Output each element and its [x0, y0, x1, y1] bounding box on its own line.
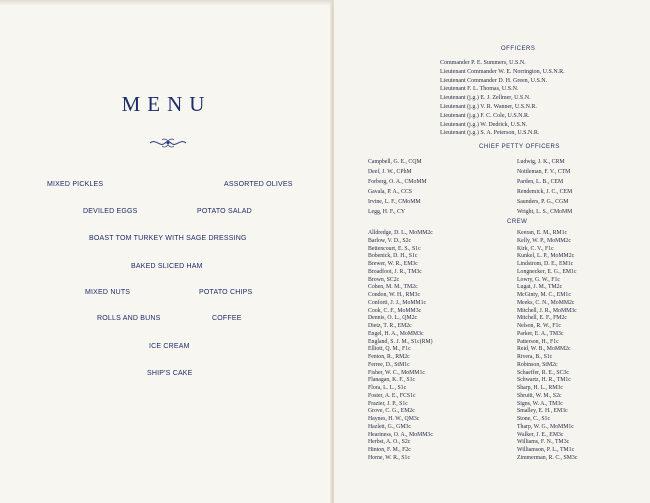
- cpo-list-right: [517, 157, 572, 218]
- crew-name: Engel, H. A., MoMM3c: [368, 330, 424, 337]
- crew-name: Brown, SC2c: [368, 276, 400, 283]
- cpo-name: Irvine, L. F., CMoMM: [368, 199, 421, 206]
- crew-name: Elliott, Q. M., F1c: [368, 346, 411, 353]
- cpo-name: Nottleman, F. V., CTM: [517, 169, 571, 176]
- crew-name: Dennis, O. L., QM2c: [368, 315, 418, 322]
- cpo-name: Wright, L. S., CMoMM: [517, 209, 573, 216]
- crew-name: Fenton, R., RM2c: [368, 354, 410, 360]
- menu-item: POTATO CHIPS: [199, 289, 253, 296]
- crew-name: Nelson, R. W., F1c: [517, 323, 561, 329]
- cpo-name: Ludwig, J. K., CRM: [517, 159, 565, 165]
- crew-list-right: [517, 230, 577, 463]
- crew-name: Flanagan, K. F., S1c: [368, 377, 416, 384]
- officer-name: Lieutenant F. L. Thomas, U.S.N.: [440, 86, 519, 93]
- crew-name: Sharp, H. L., RM3c: [517, 385, 563, 391]
- crew-name: Lowry, G. W., F1c: [517, 276, 560, 283]
- crew-name: Conforti, J. J., MoMM1c: [368, 299, 427, 306]
- menu-item: BAKED SLICED HAM: [131, 263, 203, 270]
- crew-name: McGinty, M. C., EM1c: [517, 292, 571, 298]
- crew-name: Fisher, W. C., MoMM1c: [368, 369, 425, 376]
- cpo-name: Deef, J. W., CPhM: [368, 169, 412, 176]
- crew-name: Lugat, J. M., TM2c: [517, 284, 563, 291]
- menu-item: MIXED PICKLES: [47, 181, 104, 188]
- officer-name: Lieutenant Commander W. E. Norrington, U.S.N.R.: [440, 68, 565, 75]
- crew-name: Rivera, B., S1c: [517, 354, 553, 360]
- officers-list: [440, 59, 565, 138]
- crew-heading: CREW: [507, 219, 528, 225]
- crew-name: Heariness, O. A., MoMM3c: [368, 431, 433, 438]
- crew-name: Patterson, H., F1c: [517, 338, 559, 345]
- crew-name: Broadfoot, J. R., TM3c: [368, 268, 422, 275]
- crew-name: Smalley, E. H., EM3c: [517, 408, 568, 415]
- crew-name: Schwartz, H. R., TM1c: [517, 377, 571, 384]
- flourish-ornament-icon: [148, 136, 188, 150]
- menu-item: ASSORTED OLIVES: [224, 181, 293, 188]
- crew-name: Signs, W. A., TM3c: [517, 400, 563, 407]
- crew-name: Zimmerman, R. C., SM3c: [517, 454, 578, 461]
- cpo-name: Forberg, O. A., CMoMM: [368, 179, 427, 186]
- crew-list-left: [368, 230, 433, 463]
- crew-name: Lindstrom, D. E., EM1c: [517, 261, 574, 267]
- officer-name: Lieutenant (j.g.) S. A. Peterson, U.S.N.R.: [440, 130, 540, 137]
- menu-item: COFFEE: [212, 315, 242, 322]
- crew-name: Frazier, J. P., S1c: [368, 400, 408, 407]
- crew-name: Haynes, H. W., QM3c: [368, 416, 420, 422]
- crew-name: Dietz, T. R., EM2c: [368, 323, 412, 329]
- crew-name: Kunkel, L. P., MoMM2c: [517, 253, 575, 260]
- cpo-heading: CHIEF PETTY OFFICERS: [479, 144, 560, 150]
- crew-name: Flora, L. L., S1c: [368, 385, 407, 391]
- crew-name: Grove, C. G., EM2c: [368, 408, 415, 415]
- crew-name: Kelly, W. P., MoMM2c: [517, 237, 571, 244]
- crew-name: Alldredge, D. L., MoMM2c: [368, 230, 433, 236]
- menu-item: ROLLS AND BUNS: [97, 315, 161, 322]
- menu-item: MIXED NUTS: [85, 289, 131, 296]
- officer-name: Lieutenant (j.g.) V. R. Wanner, U.S.N.R.: [440, 103, 537, 110]
- crew-name: Williamson, P. L., TM1c: [517, 447, 575, 453]
- menu-item: ICE CREAM: [149, 343, 190, 350]
- crew-name: Condon, W. H., RM3c: [368, 292, 421, 298]
- crew-name: Schaeffer, R. E., SC3c: [517, 369, 569, 376]
- officer-name: Lieutenant (j.g.) F. C. Cole, U.S.N.R.: [440, 112, 530, 119]
- cpo-name: Legg, H. F., CY: [368, 209, 406, 216]
- menu-item: SHIP'S CAKE: [147, 370, 193, 377]
- crew-name: Barlow, V. D., S2c: [368, 237, 412, 244]
- crew-name: Hinton, F. M., F2c: [368, 447, 411, 453]
- officer-name: Lieutenant Commander D. H. Green, U.S.N.: [440, 77, 548, 84]
- crew-name: Meeks, C. N., MoMM2c: [517, 299, 575, 306]
- crew-name: Longnecker, E. G., EM1c: [517, 268, 577, 275]
- menu-item: BOAST TOM TURKEY WITH SAGE DRESSING: [89, 235, 247, 242]
- crew-name: England, S. J. M., S1c(RM): [368, 338, 433, 345]
- right-page-roster: [334, 0, 650, 503]
- crew-name: Robinson, StM2c: [517, 361, 558, 368]
- cpo-name: Parden, L. B., CEM: [517, 179, 564, 186]
- crew-name: Walker, J. E., EM3c: [517, 431, 564, 438]
- crew-name: Mitchell, E. F., FM2c: [517, 315, 567, 322]
- cpo-name: Rendemick, J. C., CEM: [517, 189, 573, 196]
- menu-item: DEVILED EGGS: [83, 208, 138, 215]
- crew-name: Ferree, D., StM1c: [368, 361, 410, 368]
- crew-name: Cohen, M. M., TM2c: [368, 284, 418, 291]
- cpo-name: Saunders, P. G., CGM: [517, 199, 569, 206]
- crew-name: Shruitt, W. M., S2c: [517, 392, 562, 399]
- crew-name: Stone, C., S1c: [517, 416, 551, 422]
- menu-item: POTATO SALAD: [197, 208, 252, 215]
- cpo-name: Campbell, G. E., CQM: [368, 159, 422, 165]
- crew-name: Mitchell, J. R., MoMM3c: [517, 307, 577, 314]
- crew-name: Bettencourt, E. S., S1c: [368, 245, 421, 252]
- cpo-name: Gavala, P. A., CCS: [368, 189, 412, 196]
- crew-name: Foster, A. E., FCS1c: [368, 392, 416, 399]
- officer-name: Lieutenant (j.g.) E. J. Zellmer, U.S.N.: [440, 95, 531, 102]
- officers-heading: OFFICERS: [501, 46, 536, 52]
- crew-name: Herbst, A. O., S2c: [368, 439, 411, 446]
- crew-name: Tharp, W. G., MoMM1c: [517, 423, 574, 430]
- crew-name: Keeran, E. M., RM1c: [517, 230, 568, 236]
- officer-name: Commander P. E. Summers, U.S.N.: [440, 60, 526, 66]
- officer-name: Lieutenant (j.g.) W. Dedrick, U.S.N.: [440, 121, 528, 128]
- menu-title: MENU: [121, 92, 212, 116]
- crew-name: Horne, W. R., S1c: [368, 454, 411, 461]
- crew-name: Kirk, C. V., F1c: [517, 245, 554, 252]
- cpo-list-left: [368, 157, 427, 218]
- crew-name: Reid, W. B., MoMM2c: [517, 346, 571, 353]
- crew-name: Parker, E. A., TM3c: [517, 330, 564, 337]
- crew-name: Bobenick, D. H., S1c: [368, 253, 418, 260]
- crew-name: Cook, C. F., MoMM3c: [368, 307, 422, 314]
- crew-name: Williams, F. N., TM3c: [517, 439, 570, 446]
- crew-name: Brewer, W. R., EM3c: [368, 261, 418, 267]
- crew-name: Hazlett, G., GM3c: [368, 423, 411, 430]
